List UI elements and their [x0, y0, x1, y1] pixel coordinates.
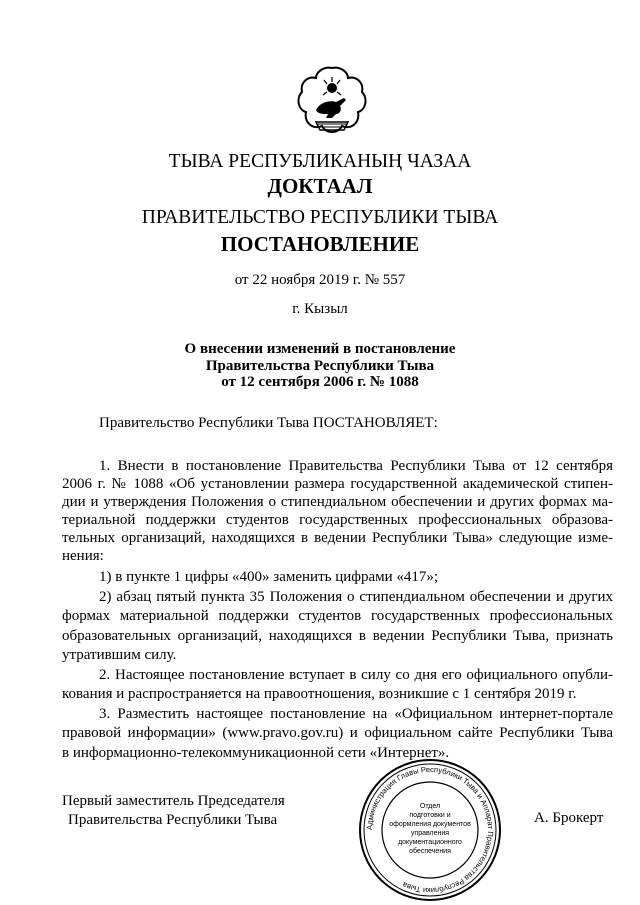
russian-document-type: ПОСТАНОВЛЕНИЕ [220, 232, 420, 256]
body-line: 2006 г. № 1088 «Об установлении размера государственной академической стипен- [62, 476, 613, 492]
stamp-center-line: Отдел [419, 803, 441, 810]
signatory-position-line: Правительства Республики Тыва [68, 811, 278, 828]
signatory-position [62, 792, 285, 829]
title-line: Правительства Республики Тыва [205, 357, 435, 374]
title-line: от 12 сентября 2006 г. № 1088 [221, 374, 419, 390]
tuvan-government-name: ТЫВА РЕСПУБЛИКАНЫҢ ЧАЗАА [168, 151, 472, 172]
stamp-ring-text: Администрация Главы Республики Тыва и Аппарат Правительства Республики Тыва [364, 764, 496, 896]
body-line: 1. Внести в постановление Правительства Республики Тыва от 12 сентября [99, 458, 613, 474]
stamp-center-line: документационного [398, 839, 462, 846]
russian-government-name: ПРАВИТЕЛЬСТВО РЕСПУБЛИКИ ТЫВА [141, 207, 499, 228]
body-line: 1) в пункте 1 цифры «400» заменить цифрами «417»; [99, 569, 439, 585]
tuva-emblem-icon [296, 64, 368, 144]
document-city: г. Кызыл [292, 301, 348, 317]
tuvan-document-type: ДОКТААЛ [267, 174, 373, 198]
body-line: 2. Настоящее постановление вступает в силу со дня его официального опубли- [99, 667, 613, 683]
document-date-number: от 22 ноября 2019 г. № 557 [234, 272, 406, 288]
body-line: тельных организаций, находящихся в ведении Республики Тыва» следующие изме- [62, 530, 613, 546]
body-line: в информационно-телекоммуникационной сети «Интернет». [62, 745, 450, 761]
stamp-center-line: подготовки и [409, 812, 451, 819]
body-line: 2) абзац пятый пункта 35 Положения о стипендиальном обеспечении и других [99, 589, 613, 605]
body-line: дии и утверждения Положения о стипендиальном обеспечении и других формах ма- [62, 494, 613, 510]
official-stamp [356, 756, 504, 904]
body-line: утратившим силу. [62, 647, 177, 663]
stamp-center-line: обеспечения [409, 848, 451, 855]
resolution-intro: Правительство Республики Тыва ПОСТАНОВЛЯЕТ: [99, 415, 438, 431]
body-line: формах материальной поддержки студентов государственных профессиональных [62, 608, 613, 624]
signatory-position-line: Первый заместитель Председателя [62, 793, 285, 809]
title-line: О внесении изменений в постановление [184, 341, 456, 357]
document-title [0, 341, 640, 391]
body-line: образовательных организаций, находящихся в ведении Республики Тыва, признать [62, 628, 613, 644]
body-line: правовой информации» (www.pravo.gov.ru) и официальном сайте Республики Тыва [62, 725, 613, 741]
stamp-center-line: управления [410, 830, 450, 837]
stamp-center-line: оформления документов [389, 821, 471, 828]
signatory-name: А. Брокерт [534, 810, 604, 826]
body-line: териальной поддержки студентов государственных профессиональных образова- [62, 512, 613, 528]
body-line: 3. Разместить настоящее постановление на «Официальном интернет-портале [99, 706, 613, 722]
body-line: кования и распространяется на правоотношения, возникшие с 1 сентября 2019 г. [62, 686, 577, 702]
body-line: нения: [62, 548, 104, 564]
